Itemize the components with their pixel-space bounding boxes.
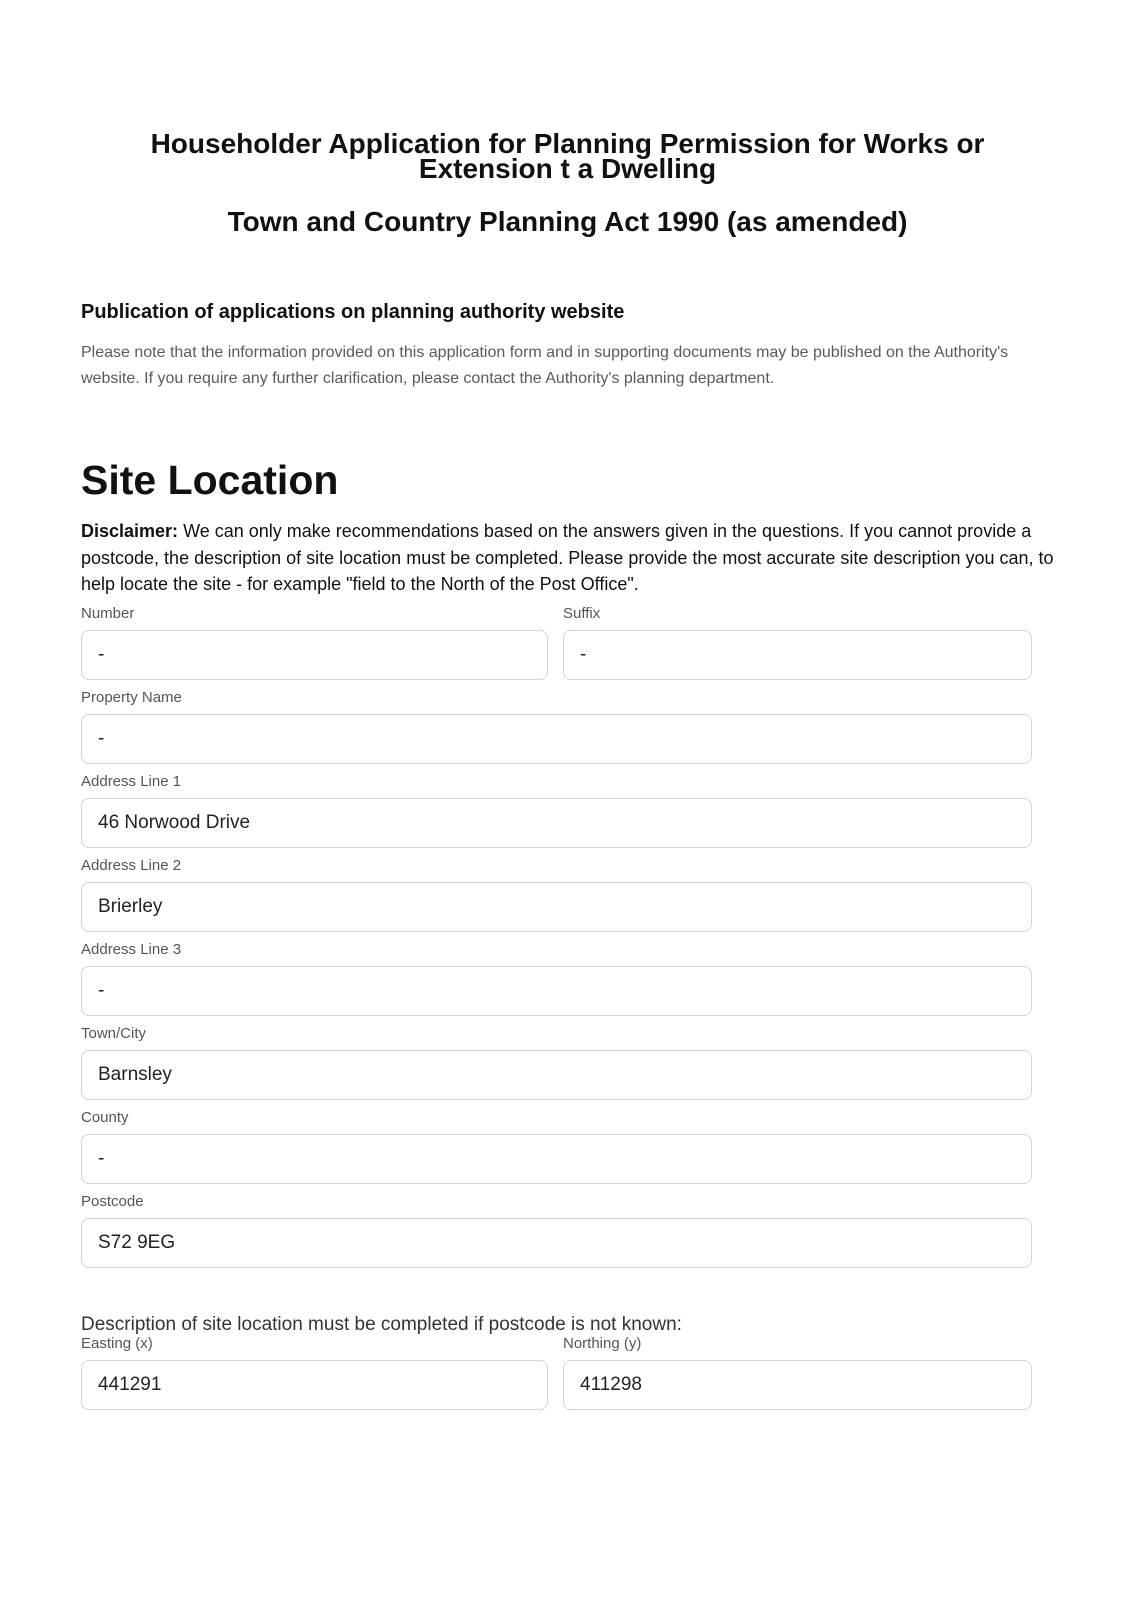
easting-input[interactable]: 441291 (81, 1360, 548, 1410)
town-city-field (81, 1025, 1032, 1100)
address-line-1-field (81, 773, 1032, 848)
northing-input[interactable]: 411298 (563, 1360, 1032, 1410)
publication-notice: Please note that the information provided on this application form and in supporting documents may be published on the Authority's website. If you require any further clarification, please contact the Authority's planning department. (81, 344, 1009, 387)
site-location-disclaimer (81, 518, 1054, 598)
document-subtitle: Town and Country Planning Act 1990 (as amended) (227, 206, 908, 237)
postcode-input[interactable]: S72 9EG (81, 1218, 1032, 1268)
number-input[interactable]: - (81, 630, 548, 680)
suffix-input[interactable]: - (563, 630, 1032, 680)
disclaimer-text: We can only make recommendations based on the answers given in the questions. If you cannot provide a postcode, the description of site location must be completed. Please provide the most accurate site description you can, to help locate the site - for example "field to the North of the Post Office". (81, 521, 1054, 594)
county-field (81, 1109, 1032, 1184)
address-line-2-input[interactable]: Brierley (81, 882, 1032, 932)
property-name-field (81, 689, 1032, 764)
county-label: County (81, 1109, 129, 1126)
postcode-label: Postcode (81, 1193, 144, 1210)
address-line-1-label: Address Line 1 (81, 773, 182, 790)
number-label: Number (81, 605, 135, 622)
suffix-label: Suffix (563, 605, 601, 622)
northing-label: Northing (y) (563, 1335, 642, 1352)
postcode-unknown-note: Description of site location must be completed if postcode is not known: (81, 1314, 682, 1335)
address-line-3-input[interactable]: - (81, 966, 1032, 1016)
publication-heading: Publication of applications on planning authority website (81, 301, 625, 323)
northing-field (563, 1335, 1032, 1410)
number-field (81, 605, 548, 680)
address-line-2-label: Address Line 2 (81, 857, 182, 874)
easting-label: Easting (x) (81, 1335, 153, 1352)
address-line-2-field (81, 857, 1032, 932)
town-city-label: Town/City (81, 1025, 147, 1042)
town-city-input[interactable]: Barnsley (81, 1050, 1032, 1100)
county-input[interactable]: - (81, 1134, 1032, 1184)
property-name-input[interactable]: - (81, 714, 1032, 764)
suffix-field (563, 605, 1032, 680)
disclaimer-label: Disclaimer: (81, 521, 179, 541)
address-line-3-label: Address Line 3 (81, 941, 182, 958)
section-title-site-location: Site Location (81, 457, 339, 503)
address-line-1-input[interactable]: 46 Norwood Drive (81, 798, 1032, 848)
postcode-field (81, 1193, 1032, 1268)
property-name-label: Property Name (81, 689, 182, 706)
document-title: Householder Application for Planning Permission for Works or Extension t a Dwelling (150, 128, 985, 184)
easting-field (81, 1335, 548, 1410)
address-line-3-field (81, 941, 1032, 1016)
